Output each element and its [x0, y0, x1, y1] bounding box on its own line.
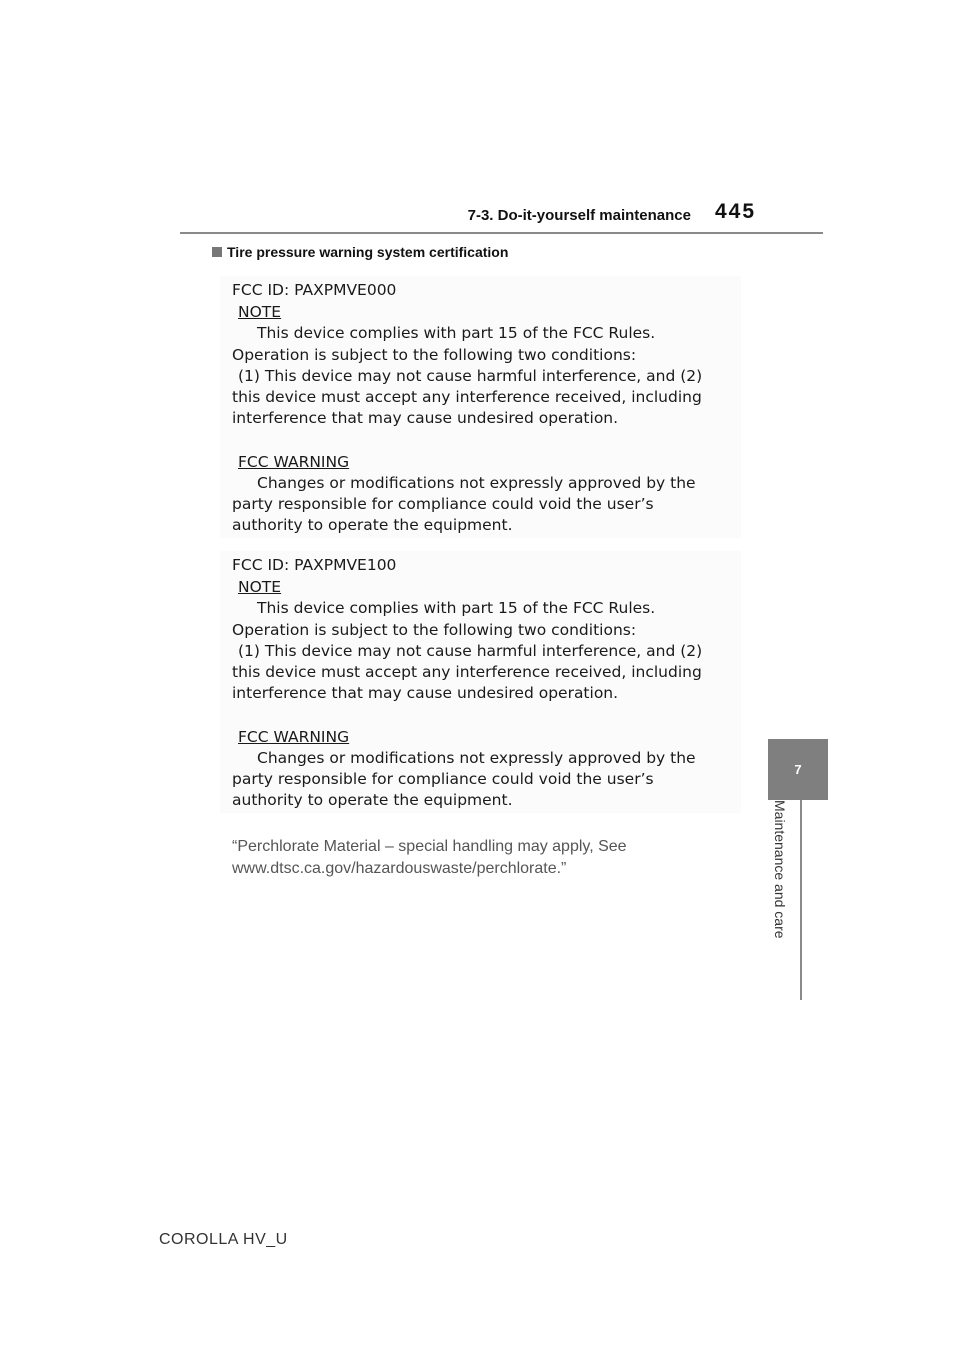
- note-line: this device must accept any interference received, including: [232, 663, 702, 681]
- fcc-certificate-block: [220, 276, 741, 538]
- note-line: interference that may cause undesired operation.: [232, 684, 619, 702]
- warning-line: Changes or modifications not expressly approved by the: [257, 474, 696, 492]
- note-line: This device complies with part 15 of the FCC Rules.: [257, 324, 656, 342]
- warning-line: Changes or modifications not expressly approved by the: [257, 749, 696, 767]
- chapter-side-label-wrap: [768, 800, 792, 990]
- fcc-id: FCC ID: PAXPMVE100: [232, 556, 397, 574]
- square-bullet-icon: [212, 247, 222, 257]
- section-heading-text: Tire pressure warning system certification: [227, 244, 509, 260]
- page-number: 445: [715, 200, 757, 223]
- note-line: this device must accept any interference received, including: [232, 388, 702, 406]
- note-label: NOTE: [238, 578, 282, 596]
- header-rule: [180, 232, 823, 234]
- warning-line: party responsible for compliance could void the user’s: [232, 495, 654, 513]
- chapter-tab: 7: [768, 739, 828, 800]
- warning-line: authority to operate the equipment.: [232, 791, 513, 809]
- header-section-title: 7-3. Do-it-yourself maintenance: [467, 207, 691, 224]
- fcc-id: FCC ID: PAXPMVE000: [232, 281, 397, 299]
- note-line: (1) This device may not cause harmful interference, and (2): [238, 367, 703, 385]
- perchlorate-url-line: www.dtsc.ca.gov/hazardouswaste/perchlorate.”: [232, 860, 567, 877]
- model-footer: COROLLA HV_U: [159, 1231, 288, 1248]
- warning-line: authority to operate the equipment.: [232, 516, 513, 534]
- note-label: NOTE: [238, 303, 282, 321]
- warning-label: FCC WARNING: [238, 728, 350, 746]
- fcc-certificate-block: [220, 551, 741, 813]
- chapter-side-label: Maintenance and care: [772, 800, 788, 939]
- perchlorate-line: “Perchlorate Material – special handling may apply, See: [232, 838, 627, 855]
- note-line: Operation is subject to the following two conditions:: [232, 621, 637, 639]
- section-heading: [212, 244, 508, 260]
- note-line: Operation is subject to the following two conditions:: [232, 346, 637, 364]
- side-divider: [800, 800, 802, 1000]
- warning-line: party responsible for compliance could void the user’s: [232, 770, 654, 788]
- note-line: (1) This device may not cause harmful interference, and (2): [238, 642, 703, 660]
- note-line: interference that may cause undesired operation.: [232, 409, 619, 427]
- note-line: This device complies with part 15 of the FCC Rules.: [257, 599, 656, 617]
- perchlorate-notice: [232, 836, 627, 880]
- warning-label: FCC WARNING: [238, 453, 350, 471]
